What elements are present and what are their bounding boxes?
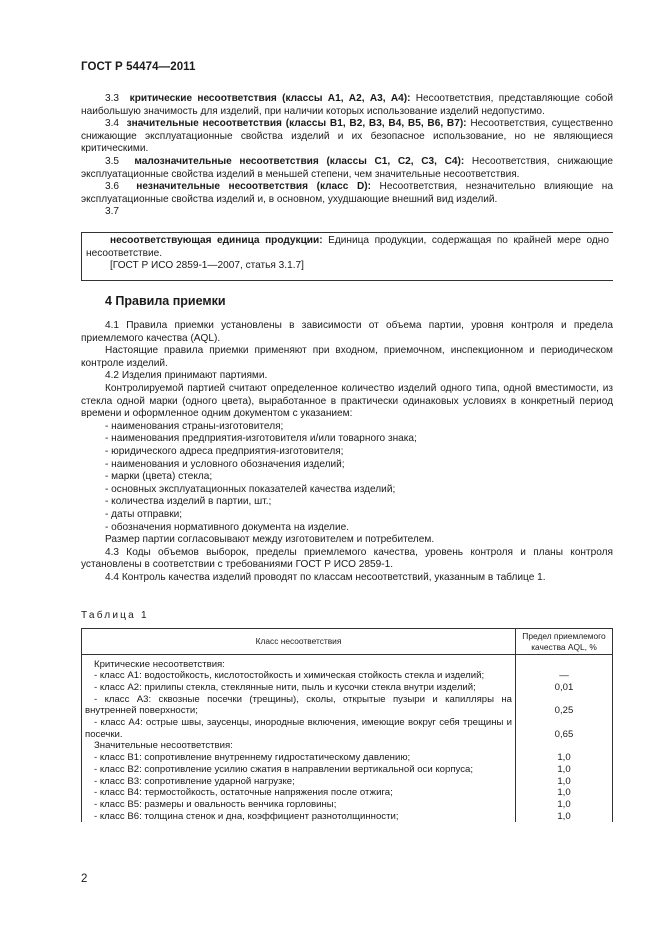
- term-major: значительные несоответствия (классы В1, В2, В3, В4, В5, В6, В7):: [126, 118, 467, 130]
- clause-4-4: 4.4 Контроль качества изделий проводят по классам несоответствий, указанным в таблице 1.: [105, 571, 546, 583]
- page-number: 2: [81, 873, 88, 885]
- list-item: - даты отправки;: [105, 508, 183, 520]
- clause-4-2-b: Контролируемой партией считают определенное количество изделий одного типа, одной вместимости, из стекла одной марки (одного цвета), выработанное в практически одинаковых условиях в конкретный период времени и оформленное одним документом с указанием:: [81, 382, 613, 420]
- list-item: - основных эксплуатационных показателей качества изделий;: [105, 483, 396, 495]
- row-class-a2: - класс А2: прилипы стекла, стеклянные нити, пыль и кусочки стекла внутри изделий;: [82, 682, 516, 694]
- column-header-class: Класс несоответствия: [82, 629, 516, 655]
- section-4-title: 4 Правила приемки: [105, 294, 226, 308]
- list-item: - количества изделий в партии, шт.;: [105, 496, 272, 508]
- group-critical: Критические несоответствия:: [82, 659, 516, 671]
- aql-b3: 1,0: [516, 776, 613, 788]
- list-item: - наименования предприятия-изготовителя и/или товарного знака;: [105, 433, 417, 445]
- clause-4-2: 4.2 Изделия принимают партиями.: [105, 370, 268, 382]
- clause-4-3: 4.3 Коды объемов выборок, пределы приемлемого качества, уровень контроля и планы контроля установлены в соответствии с требованиями ГОСТ Р ИСО 2859-1.: [81, 546, 613, 571]
- table-row: [82, 682, 613, 694]
- term-minor: малозначительные несоответствия (классы С1, С2, С3, С4):: [134, 155, 465, 167]
- aql-a2: 0,01: [516, 682, 613, 694]
- table-row: [82, 811, 613, 823]
- aql-b4: 1,0: [516, 787, 613, 799]
- row-class-b4: - класс В4: термостойкость, остаточные напряжения после отжига;: [82, 787, 516, 799]
- table-row: [82, 764, 613, 776]
- row-class-b3: - класс В3: сопротивление ударной нагрузке;: [82, 776, 516, 788]
- table-row: [82, 776, 613, 788]
- list-item: - марки (цвета) стекла;: [105, 471, 213, 483]
- clause-4-2-c: Размер партии согласовывают между изготовителем и потребителем.: [105, 534, 435, 546]
- row-class-b5: - класс В5: размеры и овальность венчика горловины;: [82, 799, 516, 811]
- table-row: [82, 670, 613, 682]
- table-row: [82, 659, 613, 671]
- table-caption: Таблица 1: [81, 610, 149, 621]
- definition-term: несоответствующая единица продукции:: [110, 235, 323, 246]
- clause-4-1-b: Настоящие правила приемки применяют при входном, приемочном, инспекционном и периодическом контроле изделий.: [81, 345, 613, 369]
- section-4-body: [81, 320, 613, 584]
- term-insignificant: незначительные несоответствия (класс D):: [136, 181, 371, 193]
- aql-b1: 1,0: [516, 752, 613, 764]
- list-item: - обозначения нормативного документа на изделие.: [105, 521, 350, 533]
- group-major: Значительные несоответствия:: [82, 740, 516, 752]
- document-code: ГОСТ Р 54474—2011: [81, 61, 196, 73]
- list-item: - юридического адреса предприятия-изготовителя;: [105, 445, 344, 457]
- clause-3-7: 3.7: [105, 206, 120, 218]
- row-class-a3: - класс А3: сквозные посечки (трещины), сколы, открытые пузыри и капилляры на внутренней поверхности;: [82, 694, 516, 717]
- section-3-definitions: [81, 93, 613, 219]
- clause-3-4: 3.4 значительные несоответствия (классы В1, В2, В3, В4, В5, В6, В7): Несоответствия, существенно снижающие эксплуатационные свойства изделий и их безопасное использование, но не являющиеся критическими.: [81, 118, 613, 155]
- table-row: [82, 740, 613, 752]
- aql-b6: 1,0: [516, 811, 613, 823]
- table-row: [82, 752, 613, 764]
- aql-a1: —: [516, 670, 613, 682]
- aql-a3: 0,25: [516, 694, 613, 717]
- table-1: [81, 628, 613, 822]
- row-class-b6: - класс В6: толщина стенок и дна, коэффициент разнотолщинности;: [82, 811, 516, 823]
- row-class-a1: - класс А1: водостойкость, кислотостойкость и химическая стойкость стекла и изделий;: [82, 670, 516, 682]
- aql-b5: 1,0: [516, 799, 613, 811]
- list-item: - наименования страны-изготовителя;: [105, 420, 284, 432]
- definition-text: несоответствующая единица продукции: Единица продукции, содержащая по крайней мере одно несоответствие.: [86, 235, 609, 259]
- aql-a4: 0,65: [516, 717, 613, 740]
- definition-box: [81, 232, 613, 281]
- table-row: [82, 787, 613, 799]
- row-class-a4: - класс А4: острые швы, заусенцы, инородные включения, имеющие вокруг себя трещины и посечки.: [82, 717, 516, 740]
- row-class-b2: - класс В2: сопротивление усилию сжатия в направлении вертикальной оси корпуса;: [82, 764, 516, 776]
- clause-4-1: 4.1 Правила приемки установлены в зависимости от объема партии, уровня контроля и предела приемлемого качества (AQL).: [81, 320, 613, 344]
- table-row: [82, 717, 613, 740]
- table-row: [82, 694, 613, 717]
- aql-b2: 1,0: [516, 764, 613, 776]
- clause-3-5: 3.5 малозначительные несоответствия (классы С1, С2, С3, С4): Несоответствия, снижающие эксплуатационные свойства изделий в меньшей степени, чем значительные несоответствия.: [81, 155, 613, 180]
- clause-3-3: 3.3 критические несоответствия (классы А1, А2, А3, А4): Несоответствия, представляющие собой наибольшую значимость для изделий, при наличии которых использование изделий недопустимо.: [81, 93, 613, 117]
- row-class-b1: - класс В1: сопротивление внутреннему гидростатическому давлению;: [82, 752, 516, 764]
- list-item: - наименования и условного обозначения изделий;: [105, 458, 345, 470]
- definition-reference: [ГОСТ Р ИСО 2859-1—2007, статья 3.1.7]: [110, 260, 304, 272]
- term-critical: критические несоответствия (классы А1, А2, А3, А4):: [129, 93, 411, 104]
- column-header-aql: Предел приемлемого качества AQL, %: [516, 629, 613, 655]
- table-row: [82, 799, 613, 811]
- clause-3-6: 3.6 незначительные несоответствия (класс D): Несоответствия, незначительно влияющие на эксплуатационные свойства изделий и, в основном, ухудшающие внешний вид изделий.: [81, 181, 613, 205]
